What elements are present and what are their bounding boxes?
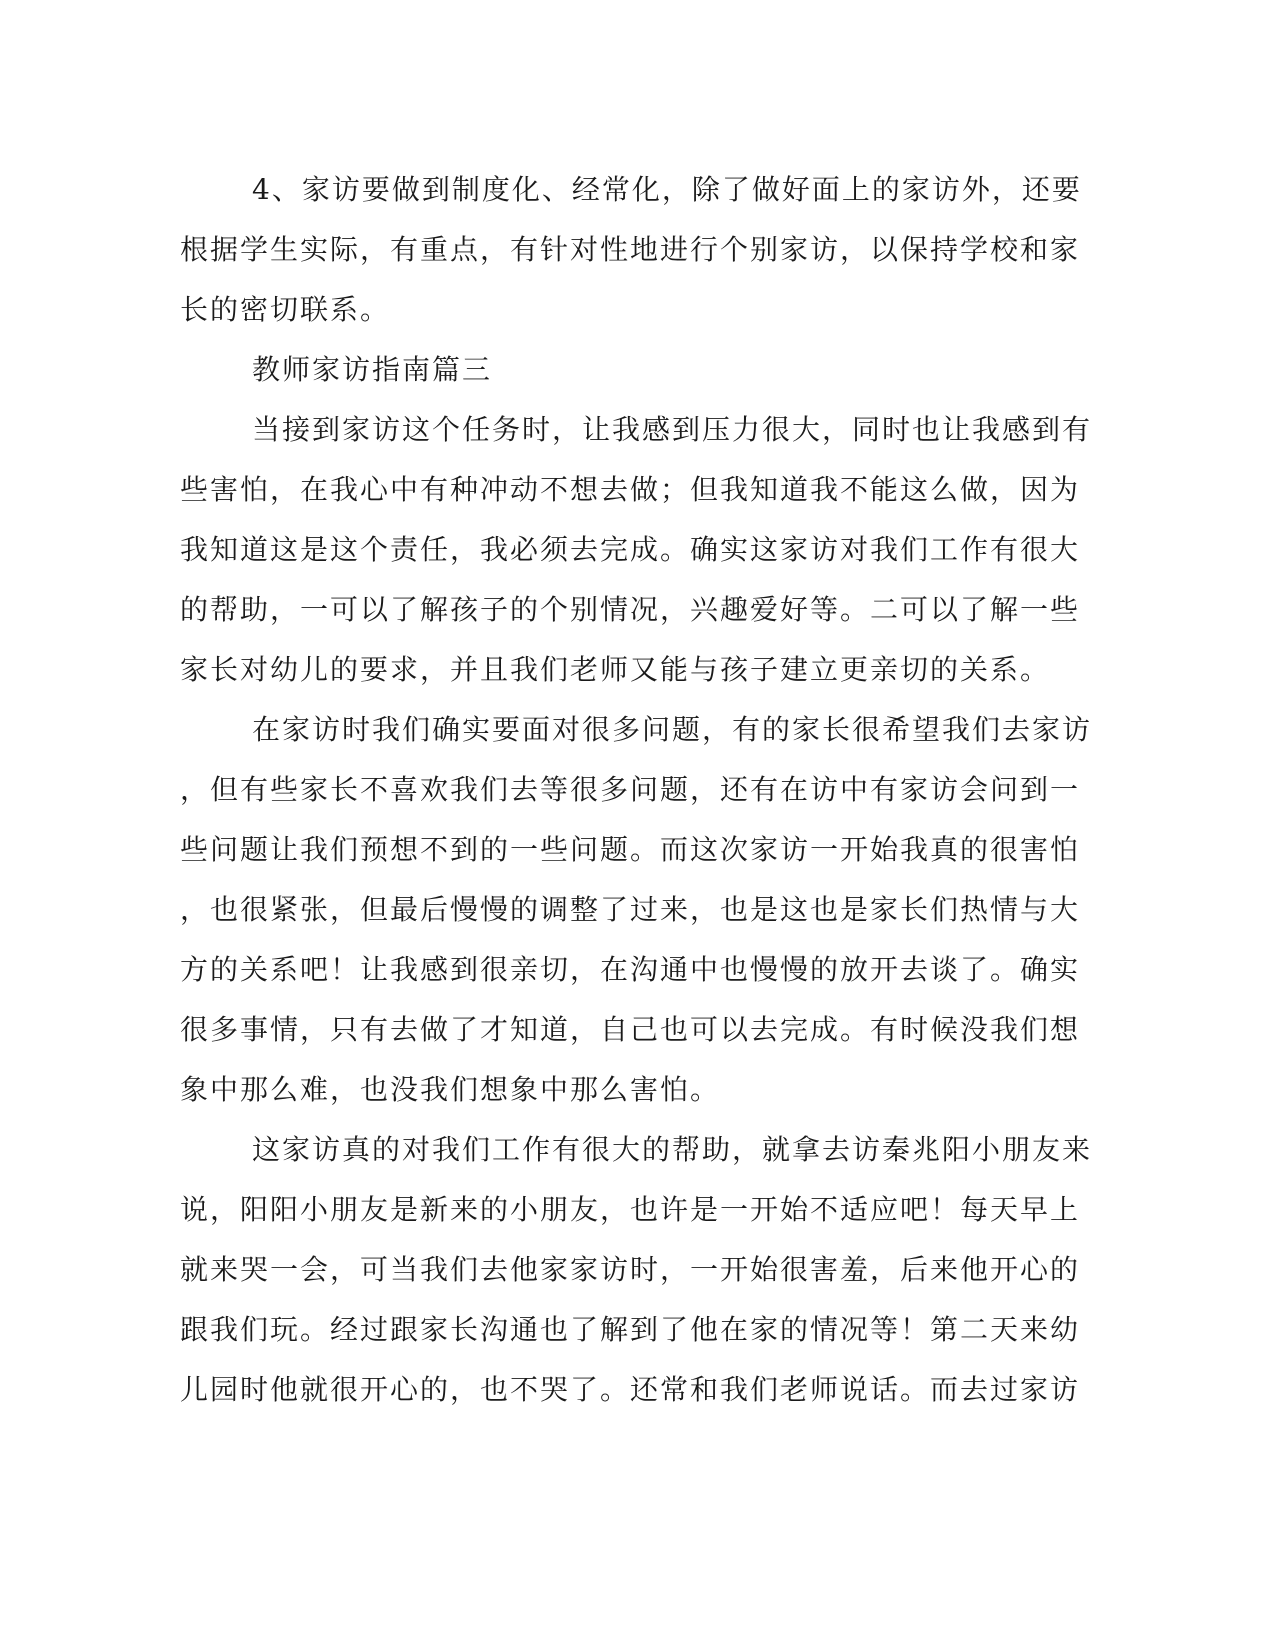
section-heading-text: 教师家访指南篇三 — [252, 353, 493, 386]
paragraph-line: 些害怕，在我心中有种冲动不想去做；但我知道我不能这么做，因为 — [180, 473, 1081, 506]
paragraph-line: 跟我们玩。经过跟家长沟通也了解到了他在家的情况等！第二天来幼 — [180, 1313, 1081, 1346]
paragraph-3 — [180, 700, 1093, 1120]
paragraph-line: 很多事情，只有去做了才知道，自己也可以去完成。有时候没我们想 — [180, 1013, 1081, 1046]
paragraph-line: 家长对幼儿的要求，并且我们老师又能与孩子建立更亲切的关系。 — [180, 653, 1051, 686]
paragraph-line: 就来哭一会，可当我们去他家家访时，一开始很害羞，后来他开心的 — [180, 1253, 1081, 1286]
paragraph-line: 在家访时我们确实要面对很多问题，有的家长很希望我们去家访 — [252, 713, 1093, 746]
paragraph-line: 说，阳阳小朋友是新来的小朋友，也许是一开始不适应吧！每天早上 — [180, 1193, 1081, 1226]
paragraph-line: 我知道这是这个责任，我必须去完成。确实这家访对我们工作有很大 — [180, 533, 1081, 566]
paragraph-line: 当接到家访这个任务时，让我感到压力很大，同时也让我感到有 — [252, 413, 1093, 446]
document-body — [180, 160, 1093, 1420]
paragraph-line: ，但有些家长不喜欢我们去等很多问题，还有在访中有家访会问到一 — [180, 773, 1081, 806]
paragraph-line: 4、家访要做到制度化、经常化，除了做好面上的家访外，还要 — [252, 173, 1082, 206]
paragraph-line: 根据学生实际，有重点，有针对性地进行个别家访，以保持学校和家 — [180, 233, 1081, 266]
paragraph-line: ，也很紧张，但最后慢慢的调整了过来，也是这也是家长们热情与大 — [180, 893, 1081, 926]
paragraph-line: 的帮助，一可以了解孩子的个别情况，兴趣爱好等。二可以了解一些 — [180, 593, 1081, 626]
paragraph-line: 这家访真的对我们工作有很大的帮助，就拿去访秦兆阳小朋友来 — [252, 1133, 1093, 1166]
paragraph-line: 方的关系吧！让我感到很亲切，在沟通中也慢慢的放开去谈了。确实 — [180, 953, 1081, 986]
paragraph-line: 象中那么难，也没我们想象中那么害怕。 — [180, 1073, 721, 1106]
paragraph-2 — [180, 400, 1093, 700]
paragraph-4 — [180, 1120, 1093, 1420]
paragraph-line: 儿园时他就很开心的，也不哭了。还常和我们老师说话。而去过家访 — [180, 1373, 1081, 1406]
paragraph-1 — [180, 160, 1082, 340]
section-heading — [180, 340, 1035, 400]
paragraph-line: 些问题让我们预想不到的一些问题。而这次家访一开始我真的很害怕 — [180, 833, 1081, 866]
paragraph-line: 长的密切联系。 — [180, 293, 391, 326]
